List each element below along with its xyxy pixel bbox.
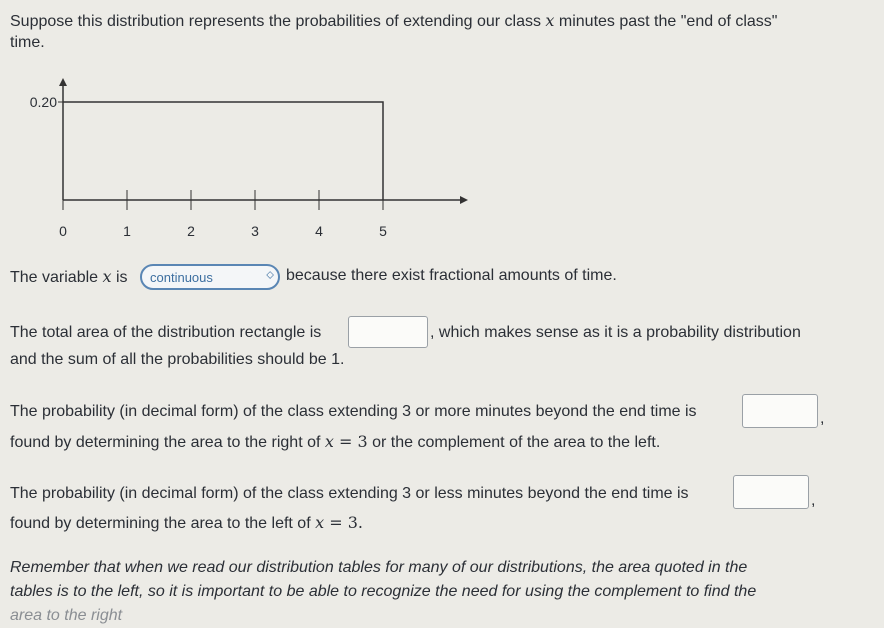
select-chevron-icon: ⬦ <box>266 269 274 281</box>
q1-is: is <box>111 269 128 286</box>
q1-variable: x <box>102 267 112 286</box>
x-axis-arrow <box>460 196 468 204</box>
remember-line3: area to the right <box>10 607 123 624</box>
q4-line2-a: found by determining the area to the left of <box>10 515 316 532</box>
uniform-distribution-chart <box>0 70 520 250</box>
intro-line2: time. <box>10 34 45 51</box>
intro-variable: x <box>545 11 555 30</box>
q3-line2-b: or the complement of the area to the left. <box>367 434 661 451</box>
q3-comma: , <box>820 410 825 427</box>
x-tick-label: 4 <box>315 223 323 239</box>
x-tick-label: 5 <box>379 223 387 239</box>
q1-suffix: because there exist fractional amounts of time. <box>286 267 617 284</box>
total-area-input[interactable] <box>348 316 428 348</box>
q2-line2: and the sum of all the probabilities should be 1. <box>10 351 345 368</box>
remember-line1: Remember that when we read our distribution tables for many of our distributions, the area quoted in the <box>10 559 748 576</box>
x-tick-label: 1 <box>123 223 131 239</box>
q3-line1: The probability (in decimal form) of the class extending 3 or more minutes beyond the end time is <box>10 403 697 420</box>
q3-line2 <box>10 432 660 452</box>
q4-comma: , <box>811 492 816 509</box>
remember-line2: tables is to the left, so it is important to be able to recognize the need for using the complement to find the <box>10 583 757 600</box>
q4-variable: x <box>315 513 325 532</box>
q3-equation: = 3 <box>333 432 368 451</box>
intro-text <box>10 10 777 53</box>
q4-line2 <box>10 513 363 533</box>
x-tick-label: 0 <box>59 223 67 239</box>
q2-line1-b: , which makes sense as it is a probability distribution <box>430 324 801 341</box>
q3-variable: x <box>324 432 334 451</box>
q3-line2-a: found by determining the area to the right of <box>10 434 325 451</box>
intro-line1-a: Suppose this distribution represents the probabilities of extending our class <box>10 13 546 30</box>
prob-3-or-less-input[interactable] <box>733 475 809 509</box>
q1-prefix-line <box>10 267 128 287</box>
y-axis-arrow <box>59 78 67 86</box>
distribution-rectangle <box>63 102 383 200</box>
variable-type-select[interactable] <box>140 264 280 290</box>
intro-line1-b: minutes past the "end of class" <box>554 13 778 30</box>
x-tick-label: 3 <box>251 223 259 239</box>
q4-equation: = 3. <box>324 513 363 532</box>
variable-type-select-value: continuous <box>150 270 213 285</box>
x-tick-label: 2 <box>187 223 195 239</box>
remember-note <box>10 556 756 628</box>
prob-3-or-more-input[interactable] <box>742 394 818 428</box>
y-tick-label: 0.20 <box>29 94 57 110</box>
q4-line1: The probability (in decimal form) of the class extending 3 or less minutes beyond the end time is <box>10 485 689 502</box>
q1-prefix: The variable <box>10 269 103 286</box>
q2-line1-a: The total area of the distribution rectangle is <box>10 324 322 341</box>
